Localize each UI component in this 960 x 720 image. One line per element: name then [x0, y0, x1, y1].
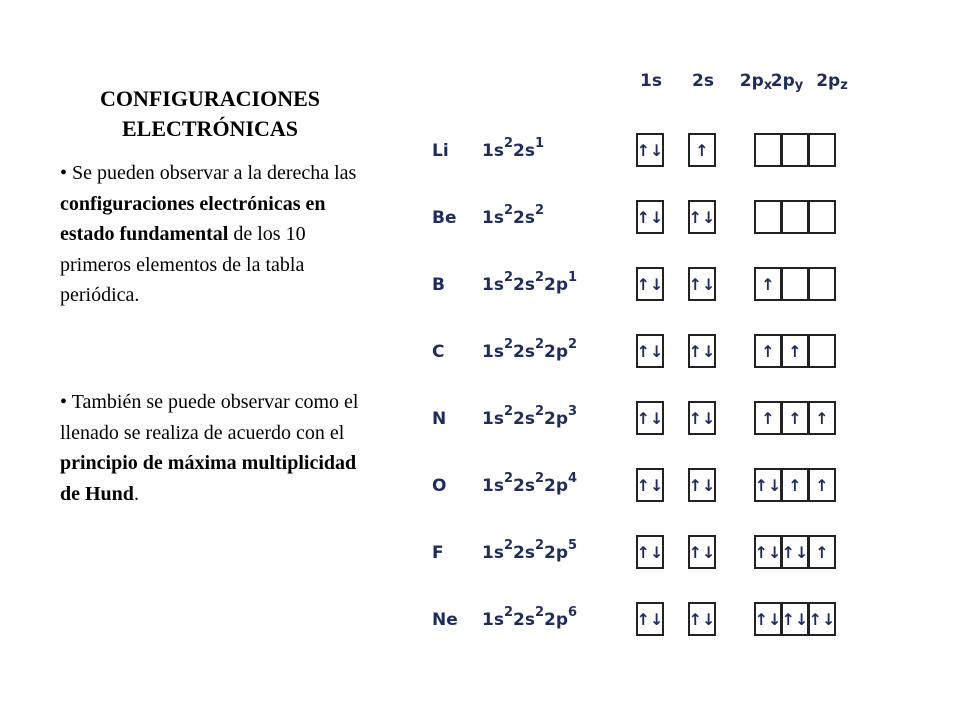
config-exponent: 2: [534, 337, 544, 352]
config-term: 1s: [482, 342, 504, 362]
orbital-header-main: 2s: [692, 71, 714, 91]
config-term: 2s: [513, 409, 535, 429]
bullet-text: Se pueden observar a la derecha las: [67, 162, 357, 184]
paired-electrons: ↑↓: [754, 543, 782, 562]
orbital-box: [809, 134, 835, 166]
config-exponent: 2: [534, 471, 544, 486]
config-term: 2s: [513, 275, 535, 295]
paired-electrons: ↑↓: [688, 208, 716, 227]
element-symbol: C: [432, 342, 445, 362]
config-term: 1s: [482, 543, 504, 563]
slide-title: CONFIGURACIONES ELECTRÓNICAS: [99, 86, 321, 141]
paired-electrons: ↑↓: [636, 342, 664, 361]
electron-configuration: [482, 136, 544, 161]
config-term: 2p: [544, 476, 568, 496]
config-term: 1s: [482, 141, 504, 161]
unpaired-electron: ↑: [695, 141, 709, 160]
element-row-n: [432, 402, 835, 434]
bullet-bold-text: configuraciones electrónicas en estado fundamental: [60, 192, 326, 245]
config-term: 2p: [544, 409, 568, 429]
orbital-header-sub: x: [763, 78, 773, 93]
paired-electrons: ↑↓: [754, 610, 782, 629]
orbital-box: [782, 201, 808, 233]
unpaired-electron: ↑: [815, 543, 829, 562]
config-term: 1s: [482, 476, 504, 496]
orbital-header-main: 2p: [739, 71, 764, 91]
config-term: 1s: [482, 275, 504, 295]
bullet-text: .: [133, 482, 139, 505]
paired-electrons: ↑↓: [636, 208, 664, 227]
orbital-box: [809, 268, 835, 300]
orbital-box: [782, 134, 808, 166]
element-symbol: O: [432, 476, 447, 496]
paired-electrons: ↑↓: [636, 409, 664, 428]
unpaired-electron: ↑: [788, 342, 802, 361]
config-exponent: 1: [534, 136, 544, 151]
unpaired-electron: ↑: [815, 476, 829, 495]
config-term: 2p: [544, 610, 568, 630]
orbital-header-sub: y: [794, 78, 804, 93]
orbital-box: [809, 335, 835, 367]
config-term: 1s: [482, 409, 504, 429]
electron-configuration: [482, 203, 544, 228]
electron-configuration: [482, 404, 577, 429]
orbital-header: [692, 71, 714, 91]
unpaired-electron: ↑: [761, 342, 775, 361]
paired-electrons: ↑↓: [636, 476, 664, 495]
config-exponent: 2: [503, 471, 513, 486]
config-exponent: 2: [503, 136, 513, 151]
config-exponent: 4: [568, 471, 578, 486]
config-exponent: 2: [534, 270, 544, 285]
element-symbol: F: [432, 543, 444, 563]
orbital-header: [816, 71, 848, 93]
electron-configuration: [482, 270, 577, 295]
bullet-marker: •: [60, 391, 68, 413]
orbital-header-main: 1s: [640, 71, 662, 91]
paired-electrons: ↑↓: [781, 610, 809, 629]
electron-configuration: [482, 471, 577, 496]
element-row-be: [432, 201, 835, 233]
config-term: 2s: [513, 141, 535, 161]
element-symbol: Li: [432, 141, 449, 161]
element-symbol: Ne: [432, 610, 458, 630]
config-term: 2p: [544, 543, 568, 563]
orbital-header: [740, 71, 773, 93]
orbital-box: [782, 268, 808, 300]
config-exponent: 2: [568, 337, 578, 352]
orbital-header-main: 2p: [770, 71, 795, 91]
config-term: 1s: [482, 208, 504, 228]
paired-electrons: ↑↓: [688, 275, 716, 294]
config-exponent: 2: [534, 605, 544, 620]
config-term: 2s: [513, 342, 535, 362]
paired-electrons: ↑↓: [688, 409, 716, 428]
paired-electrons: ↑↓: [636, 543, 664, 562]
element-symbol: Be: [432, 208, 457, 228]
orbital-header: [771, 71, 804, 93]
config-term: 2s: [513, 610, 535, 630]
config-term: 1s: [482, 610, 504, 630]
paired-electrons: ↑↓: [636, 141, 664, 160]
config-exponent: 2: [503, 605, 513, 620]
element-row-ne: [432, 603, 835, 635]
config-exponent: 1: [568, 270, 578, 285]
electron-configuration: [482, 538, 577, 563]
element-row-li: [432, 134, 835, 166]
config-term: 2p: [544, 275, 568, 295]
unpaired-electron: ↑: [761, 275, 775, 294]
orbital-header: [640, 71, 662, 91]
config-exponent: 6: [568, 605, 578, 620]
config-exponent: 2: [534, 203, 544, 218]
orbital-box: [755, 201, 781, 233]
paired-electrons: ↑↓: [688, 476, 716, 495]
paired-electrons: ↑↓: [781, 543, 809, 562]
paired-electrons: ↑↓: [688, 543, 716, 562]
orbital-box: [809, 201, 835, 233]
element-row-f: [432, 536, 835, 568]
electron-configuration: [482, 605, 577, 630]
unpaired-electron: ↑: [788, 409, 802, 428]
element-row-b: [432, 268, 835, 300]
electron-configuration: [482, 337, 577, 362]
paired-electrons: ↑↓: [688, 342, 716, 361]
unpaired-electron: ↑: [788, 476, 802, 495]
element-symbol: N: [432, 409, 447, 429]
config-exponent: 2: [534, 538, 544, 553]
config-exponent: 2: [503, 270, 513, 285]
bullet-text: de los 10 primeros elementos de la tabla periódica.: [60, 223, 306, 306]
config-exponent: 2: [503, 203, 513, 218]
config-exponent: 2: [534, 404, 544, 419]
orbital-header-sub: z: [840, 78, 848, 93]
config-term: 2s: [513, 208, 535, 228]
config-term: 2s: [513, 476, 535, 496]
config-exponent: 2: [503, 404, 513, 419]
unpaired-electron: ↑: [815, 409, 829, 428]
element-row-c: [432, 335, 835, 367]
bullet-bold-text: principio de máxima multiplicidad de Hund: [60, 452, 357, 505]
unpaired-electron: ↑: [761, 409, 775, 428]
config-exponent: 5: [568, 538, 578, 553]
paired-electrons: ↑↓: [636, 275, 664, 294]
config-exponent: 3: [568, 404, 578, 419]
orbital-header-main: 2p: [816, 71, 841, 91]
paired-electrons: ↑↓: [754, 476, 782, 495]
paired-electrons: ↑↓: [808, 610, 836, 629]
paired-electrons: ↑↓: [688, 610, 716, 629]
bullet-text: También se puede observar como el llenado se realiza de acuerdo con el: [60, 391, 359, 444]
element-row-o: [432, 469, 835, 501]
config-term: 2s: [513, 543, 535, 563]
bullet-marker: •: [60, 162, 68, 184]
orbital-box: [755, 134, 781, 166]
paired-electrons: ↑↓: [636, 610, 664, 629]
config-term: 2p: [544, 342, 568, 362]
config-exponent: 2: [503, 337, 513, 352]
element-symbol: B: [432, 275, 445, 295]
config-exponent: 2: [503, 538, 513, 553]
